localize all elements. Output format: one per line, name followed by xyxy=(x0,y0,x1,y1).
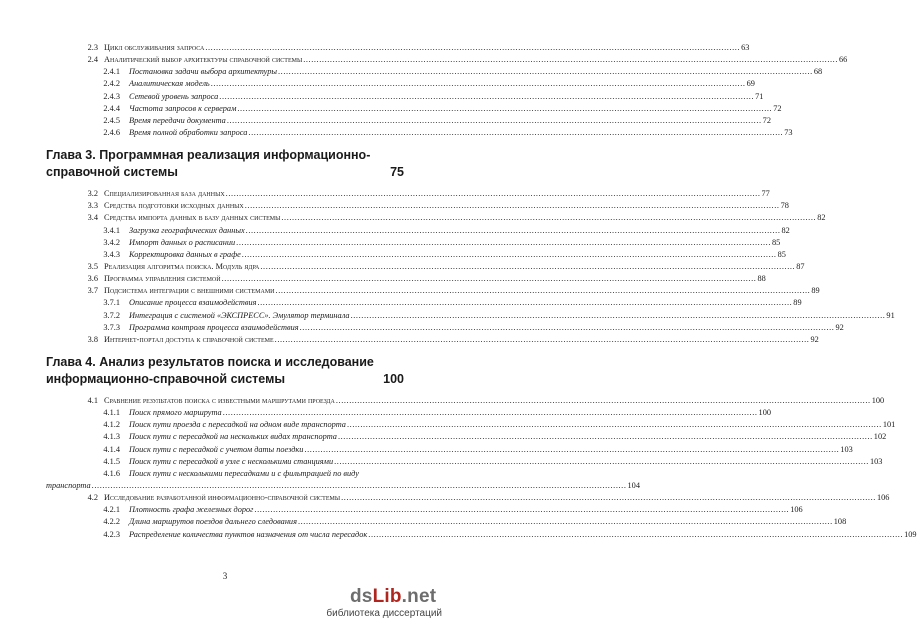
dot-leader xyxy=(278,66,813,78)
dot-leader xyxy=(245,200,780,212)
toc-group-chapter2 xyxy=(46,42,848,139)
toc-entry-number: 2.4.1 xyxy=(103,67,120,77)
toc-entry-number: 3.4.2 xyxy=(103,237,120,247)
dot-leader xyxy=(341,492,876,504)
toc-entry-number: 3.4.1 xyxy=(103,225,120,235)
toc-entry-title: Сетевой уровень запроса xyxy=(129,91,219,101)
chapter-3-page: 75 xyxy=(390,165,404,180)
toc-entry-number: 3.8 xyxy=(87,334,98,344)
dot-leader xyxy=(300,322,835,334)
toc-entry-number: 2.3 xyxy=(87,43,98,52)
toc-entry-title: Интернет-портал доступа к справочной системе xyxy=(104,334,274,344)
toc-entry-title: Длина маршрутов поездов дальнего следования xyxy=(129,517,297,527)
toc-entry[interactable] xyxy=(46,212,826,224)
toc-entry-page: 108 xyxy=(833,517,847,527)
chapter-3-heading[interactable] xyxy=(46,147,416,181)
toc-entry-number: 3.4.3 xyxy=(103,249,120,259)
toc-entry-page: 103 xyxy=(840,444,853,454)
toc-entry-number: 2.4.3 xyxy=(103,91,120,101)
toc-entry[interactable] xyxy=(46,456,883,468)
toc-entry[interactable] xyxy=(46,334,819,346)
toc-group-chapter4 xyxy=(46,395,917,541)
toc-entry-page: 100 xyxy=(871,395,885,405)
toc-entry[interactable] xyxy=(46,188,770,200)
toc-entry[interactable] xyxy=(46,322,844,334)
toc-entry-title: Исследование разработанной информационно-справочной системы xyxy=(104,493,341,503)
toc-entry[interactable] xyxy=(46,504,803,516)
toc-entry[interactable] xyxy=(46,91,764,103)
toc-entry-title: Время передачи документа xyxy=(129,115,226,125)
toc-entry[interactable] xyxy=(46,261,805,273)
page-number: 3 xyxy=(222,571,228,581)
toc-entry-page: 89 xyxy=(793,298,802,308)
toc-entry-title: Интеграция с системой «ЭКСПРЕСС». Эмулятор терминала xyxy=(129,310,350,320)
toc-entry-page: 89 xyxy=(811,286,820,296)
toc-entry[interactable] xyxy=(46,468,416,480)
toc-entry-title: Время полной обработки запроса xyxy=(129,127,248,137)
toc-entry-title: Цикл обслуживания запроса xyxy=(104,43,205,52)
toc-entry-number: 3.4 xyxy=(87,213,98,223)
toc-entry-title: Подсистема интеграции с внешними системами xyxy=(104,286,275,296)
toc-entry-title: Постановка задачи выбора архитектуры xyxy=(129,67,277,77)
dot-leader xyxy=(298,516,833,528)
toc-entry[interactable] xyxy=(46,419,896,431)
dot-leader xyxy=(222,273,757,285)
toc-entry-title: Частота запросов к серверам xyxy=(129,103,237,113)
toc-entry-number: 3.2 xyxy=(87,189,98,199)
toc-entry-page: 88 xyxy=(757,274,766,284)
toc-entry-title: Аналитический выбор архитектуры справочной системы xyxy=(104,55,303,65)
toc-entry-title: Сравнение результатов поиска с известными маршрутами проезда xyxy=(104,395,335,405)
toc-entry-number: 3.7 xyxy=(87,286,98,296)
toc-entry-number: 4.2.3 xyxy=(103,529,120,539)
toc-entry-page: 92 xyxy=(810,334,819,344)
toc-entry[interactable] xyxy=(46,225,790,237)
toc-entry-page: 72 xyxy=(762,115,771,125)
toc-entry-page: 71 xyxy=(755,91,764,101)
dot-leader xyxy=(275,334,810,346)
toc-entry-number: 2.4.4 xyxy=(103,103,120,113)
toc-entry-page: 82 xyxy=(817,213,826,223)
toc-entry[interactable] xyxy=(46,273,766,285)
toc-entry-number: 3.5 xyxy=(87,261,98,271)
toc-entry-title: Программа управления системой xyxy=(104,274,221,284)
toc-entry-title: Импорт данных о расписании xyxy=(129,237,236,247)
dot-leader xyxy=(304,444,839,456)
chapter-4-page: 100 xyxy=(383,371,404,386)
toc-entry-number: 4.2.2 xyxy=(103,517,120,527)
toc-entry-title: Поиск пути проезда с пересадкой на одном виде транспорта xyxy=(129,420,346,430)
toc-entry-title: Поиск прямого маршрута xyxy=(129,408,222,418)
dot-leader xyxy=(351,310,886,322)
watermark-subtitle: библиотека диссертаций xyxy=(326,608,442,619)
toc-entry-page: 85 xyxy=(777,249,786,259)
toc-entry-page: 66 xyxy=(839,55,848,65)
dot-leader xyxy=(336,395,871,407)
toc-entry-title: Средства подготовки исходных данных xyxy=(104,201,244,211)
toc-entry[interactable] xyxy=(46,200,789,212)
dot-leader xyxy=(303,54,838,66)
toc-entry-page: 101 xyxy=(882,420,896,430)
dot-leader xyxy=(276,285,811,297)
toc-entry[interactable] xyxy=(46,492,890,504)
toc-group-chapter3 xyxy=(46,188,895,346)
toc-entry-number: 4.1.6 xyxy=(103,468,120,478)
toc-entry-number: 2.4.6 xyxy=(103,127,120,137)
toc-entry-title: Поиск пути с пересадкой в узле с несколькими станциями xyxy=(129,456,334,466)
toc-entry-page: 73 xyxy=(784,127,793,137)
dot-leader xyxy=(246,225,781,237)
toc-entry-title: Поиск пути с несколькими пересадками и с фильтрацией по виду xyxy=(129,468,359,478)
toc-entry[interactable] xyxy=(46,480,640,492)
toc-entry-title: Загрузка географических данных xyxy=(129,225,245,235)
toc-entry-title: Специализированная база данных xyxy=(104,189,225,199)
toc-entry[interactable] xyxy=(46,297,802,309)
dot-leader xyxy=(242,249,777,261)
toc-entry-page: 87 xyxy=(796,261,805,271)
dot-leader xyxy=(254,504,789,516)
toc-entry-page: 63 xyxy=(741,43,750,52)
toc-entry-number: 4.1.2 xyxy=(103,420,120,430)
toc-entry-title: Поиск пути с пересадкой на нескольких видах транспорта xyxy=(129,432,337,442)
toc-entry[interactable] xyxy=(46,310,895,322)
toc-entry-page: 106 xyxy=(790,505,803,515)
toc-entry-page: 77 xyxy=(761,189,770,199)
toc-entry-number: 4.1.3 xyxy=(103,432,120,442)
dot-leader xyxy=(334,456,869,468)
toc-entry[interactable] xyxy=(46,54,848,66)
toc-entry[interactable] xyxy=(46,127,793,139)
toc-entry-number: 3.7.2 xyxy=(103,310,120,320)
toc-entry-number: 4.1.4 xyxy=(103,444,120,454)
toc-entry-page: 100 xyxy=(758,408,771,418)
dot-leader xyxy=(338,431,873,443)
dot-leader xyxy=(92,480,627,492)
toc-entry-page: 91 xyxy=(886,310,895,320)
toc-entry-title: Программа контроля процесса взаимодействия xyxy=(129,322,299,332)
dot-leader xyxy=(211,78,746,90)
toc-entry-number: 2.4 xyxy=(87,55,98,65)
toc-entry-title: транспорта xyxy=(46,480,91,490)
dot-leader xyxy=(223,407,758,419)
toc-entry[interactable] xyxy=(46,42,750,54)
toc-entry-title: Поиск пути с пересадкой с учетом даты поездки xyxy=(129,444,304,454)
toc-entry-number: 2.4.2 xyxy=(103,79,120,89)
dot-leader xyxy=(226,188,761,200)
toc-entry-number: 4.1 xyxy=(87,395,98,405)
dot-leader xyxy=(347,419,882,431)
dot-leader xyxy=(219,91,754,103)
toc-entry[interactable] xyxy=(46,249,786,261)
toc-entry-number: 3.3 xyxy=(87,201,98,211)
watermark xyxy=(294,586,444,620)
toc-entry-title: Аналитическая модель xyxy=(129,79,210,89)
toc-entry-page: 104 xyxy=(627,480,640,490)
toc-entry-title: Средства импорта данных в базу данных системы xyxy=(104,213,281,223)
toc-entry[interactable] xyxy=(46,115,771,127)
toc-entry-number: 3.6 xyxy=(87,274,98,284)
toc-entry-page: 82 xyxy=(781,225,790,235)
toc-entry-page: 106 xyxy=(876,493,890,503)
dot-leader xyxy=(257,297,792,309)
chapter-3-title-line2: справочной системы xyxy=(46,165,178,180)
dot-leader xyxy=(237,103,772,115)
toc-entry-title: Распределение количества пунктов назначения от числа пересадок xyxy=(129,529,368,539)
toc-entry[interactable] xyxy=(46,66,823,78)
toc-entry-number: 3.7.1 xyxy=(103,298,120,308)
chapter-4-title-line2: информационно-справочной системы xyxy=(46,371,286,386)
toc-entry-title: Плотность графа железных дорог xyxy=(129,505,254,515)
toc-entry[interactable] xyxy=(46,285,820,297)
toc-entry[interactable] xyxy=(46,237,781,249)
dot-leader xyxy=(281,212,816,224)
chapter-4-heading[interactable] xyxy=(46,354,416,388)
chapter-3-title-line1: Глава 3. Программная реализация информационно- xyxy=(46,148,371,163)
dot-leader xyxy=(248,127,783,139)
toc-entry-page: 109 xyxy=(904,529,917,539)
dot-leader xyxy=(260,261,795,273)
toc-entry[interactable] xyxy=(46,516,847,528)
toc-entry[interactable] xyxy=(46,529,917,541)
toc-entry[interactable] xyxy=(46,78,755,90)
chapter-4-title-line1: Глава 4. Анализ результатов поиска и исследование xyxy=(46,354,374,369)
toc-entry[interactable] xyxy=(46,407,771,419)
toc-entry-page: 85 xyxy=(772,237,781,247)
toc-entry-number: 4.2 xyxy=(87,493,98,503)
toc-entry-title: Описание процесса взаимодействия xyxy=(129,298,257,308)
toc-entry-page: 72 xyxy=(773,103,782,113)
toc-entry-page: 92 xyxy=(835,322,844,332)
toc-entry-number: 4.1.1 xyxy=(103,408,120,418)
toc-entry[interactable] xyxy=(46,431,887,443)
dot-leader xyxy=(236,237,771,249)
toc-entry-number: 4.1.5 xyxy=(103,456,120,466)
toc-entry-page: 78 xyxy=(780,201,789,211)
toc-entry-number: 4.2.1 xyxy=(103,505,120,515)
toc-entry[interactable] xyxy=(46,395,885,407)
toc-entry-title: Корректировка данных в графе xyxy=(129,249,241,259)
toc-entry[interactable] xyxy=(46,103,782,115)
toc-entry-title: Реализация алгоритма поиска. Модуль ядра xyxy=(104,261,260,271)
toc-entry-number: 3.7.3 xyxy=(103,322,120,332)
toc-entry-page: 102 xyxy=(873,432,887,442)
toc-entry-page: 68 xyxy=(813,67,823,77)
table-of-contents xyxy=(46,42,917,541)
toc-entry[interactable] xyxy=(46,444,853,456)
toc-entry-number: 2.4.5 xyxy=(103,115,120,125)
toc-entry-page: 69 xyxy=(746,79,755,89)
dot-leader xyxy=(227,115,762,127)
toc-entry-page: 103 xyxy=(869,456,883,466)
watermark-logo: dsLib.net xyxy=(350,586,437,607)
dot-leader xyxy=(205,42,740,54)
dot-leader xyxy=(368,529,903,541)
